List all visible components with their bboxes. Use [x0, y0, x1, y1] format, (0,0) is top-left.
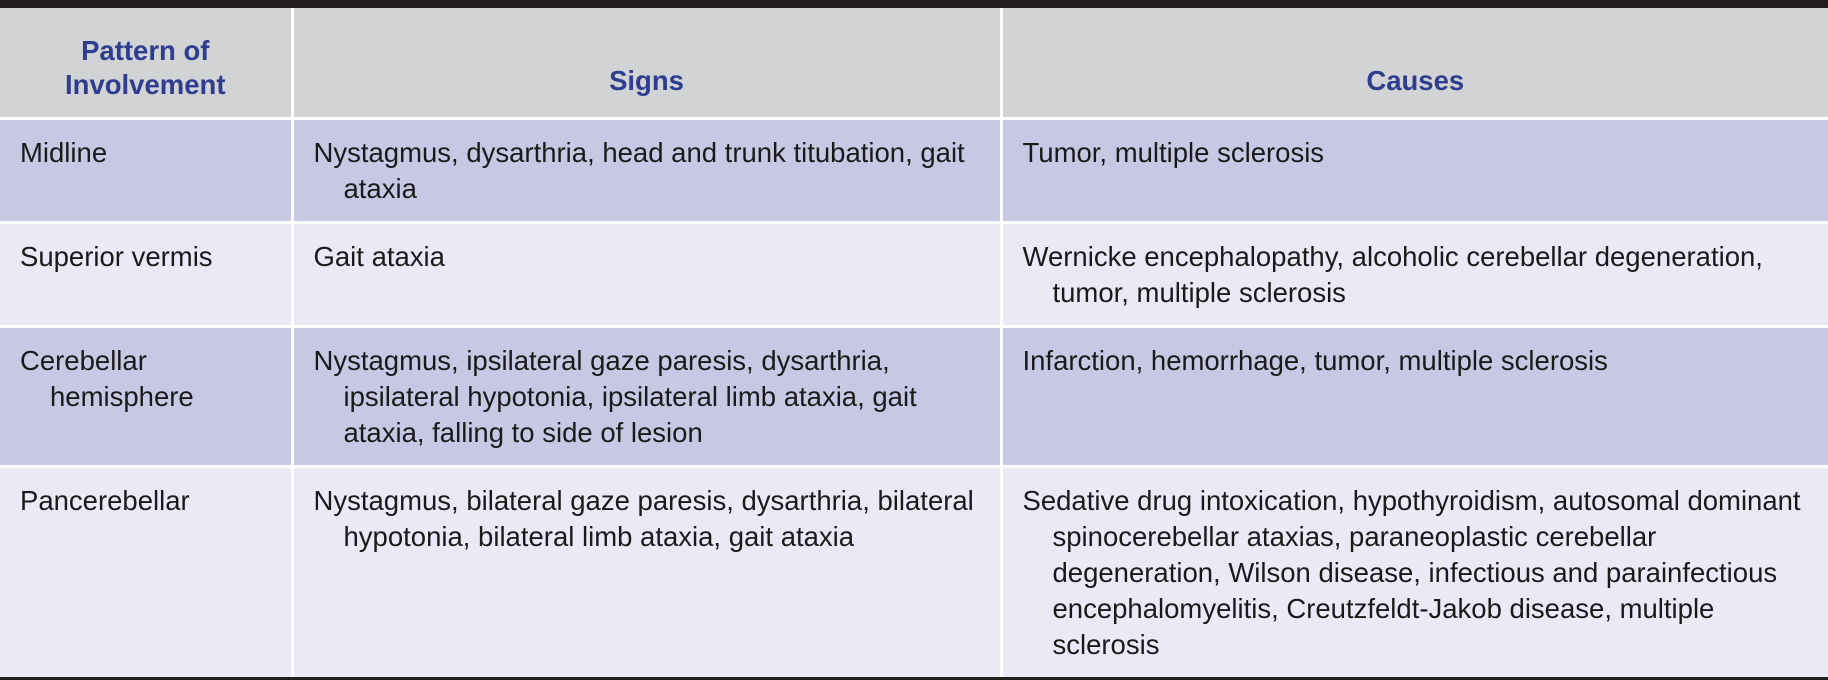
header-signs: Signs	[292, 8, 1001, 118]
table-header	[0, 8, 1828, 118]
cell-signs-text: Nystagmus, bilateral gaze paresis, dysarthria, bilateral hypotonia, bilateral limb ataxia, gait ataxia	[313, 484, 974, 552]
cell-signs	[292, 222, 1001, 326]
cell-signs-text: Gait ataxia	[313, 240, 445, 272]
cell-pattern-text: Cerebellar hemisphere	[20, 344, 194, 412]
header-causes: Causes	[1001, 8, 1828, 118]
cell-signs-text: Nystagmus, ipsilateral gaze paresis, dysarthria, ipsilateral hypotonia, ipsilateral limb ataxia, gait ataxia, falling to side of lesion	[313, 344, 917, 448]
cell-signs	[292, 466, 1001, 677]
cell-causes-text: Infarction, hemorrhage, tumor, multiple sclerosis	[1022, 344, 1608, 376]
cell-pattern: Superior vermis	[20, 240, 213, 272]
header-pattern: Pattern of Involvement	[0, 8, 292, 118]
cell-causes	[1001, 326, 1828, 466]
cell-causes-text: Tumor, multiple sclerosis	[1022, 136, 1325, 168]
cell-signs-text: Nystagmus, dysarthria, head and trunk titubation, gait ataxia	[313, 136, 965, 204]
table-row	[0, 118, 1828, 222]
cell-signs	[292, 118, 1001, 222]
cell-signs	[292, 326, 1001, 466]
data-table	[0, 8, 1828, 677]
cell-causes-text: Sedative drug intoxication, hypothyroidism, autosomal dominant spinocerebellar ataxias, paraneoplastic cerebellar degeneration, Wilson disease, infectious and parainfectious encephalomyelitis, Creutzfeldt-Jakob disease, multiple sclerosis	[1022, 484, 1801, 660]
cell-causes	[1001, 466, 1828, 677]
cell-causes-text: Wernicke encephalopathy, alcoholic cerebellar degeneration, tumor, multiple sclerosis	[1022, 240, 1763, 308]
table-row	[0, 466, 1828, 677]
cell-pattern: Pancerebellar	[20, 484, 190, 516]
table-row	[0, 222, 1828, 326]
cell-causes	[1001, 222, 1828, 326]
cell-pattern: Midline	[20, 136, 108, 168]
table-body	[0, 118, 1828, 677]
table-row	[0, 326, 1828, 466]
cell-pattern	[0, 326, 292, 466]
header-row	[0, 8, 1828, 118]
cell-causes	[1001, 118, 1828, 222]
